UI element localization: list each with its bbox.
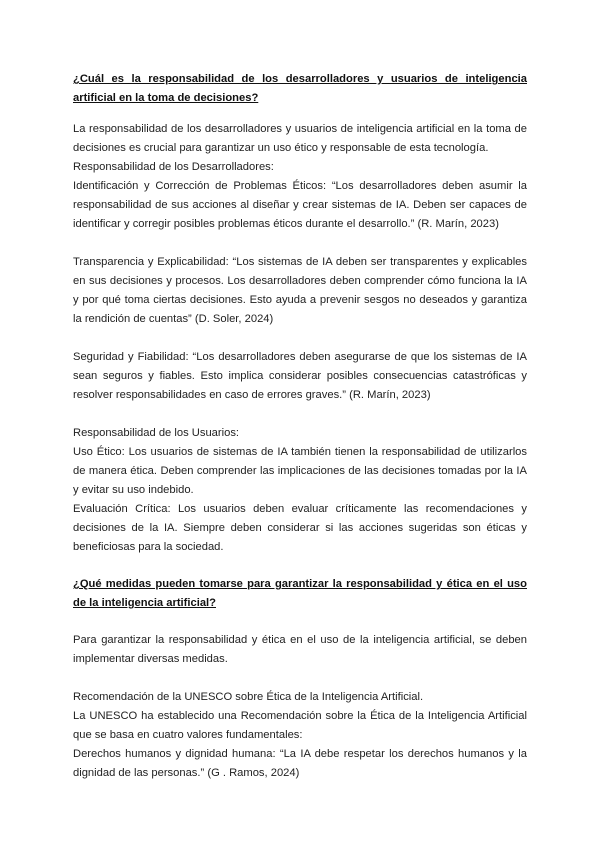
intro-paragraph: La responsabilidad de los desarrolladores y usuarios de inteligencia artificial en la toma de decisiones es crucial para garantizar un uso ético y responsable de esta tecnología. bbox=[73, 123, 527, 154]
user-item-critical-evaluation: Evaluación Crítica: Los usuarios deben evaluar críticamente las recomendaciones y decisiones de la IA. Siempre deben considerar si las acciones sugeridas son éticas y beneficiosas para la sociedad. bbox=[73, 503, 527, 553]
unesco-paragraph: La UNESCO ha establecido una Recomendación sobre la Ética de la Inteligencia Artificial que se basa en cuatro valores fundamentales: bbox=[73, 710, 527, 741]
section-heading-measures: ¿Qué medidas pueden tomarse para garantizar la responsabilidad y ética en el uso de la inteligencia artificial? bbox=[73, 578, 527, 609]
dev-item-security: Seguridad y Fiabilidad: “Los desarrolladores deben asegurarse de que los sistemas de IA sean seguros y fiables. Esto implica considerar posibles consecuencias catastróficas y resolver responsabilidades en caso de errores graves.” (R. Marín, 2023) bbox=[73, 351, 527, 401]
spacer bbox=[73, 613, 527, 631]
human-rights-paragraph: Derechos humanos y dignidad humana: “La IA debe respetar los derechos humanos y la dignidad de las personas.” (G . Ramos, 2024) bbox=[73, 748, 527, 779]
spacer bbox=[73, 234, 527, 253]
dev-item-transparency: Transparencia y Explicabilidad: “Los sistemas de IA deben ser transparentes y explicables en sus decisiones y procesos. Los desarrolladores deben comprender cómo funciona la IA y por qué toma ciertas decisiones. Esto ayuda a prevenir sesgos no deseados y garantiza la rendición de cuentas” (D. Soler, 2024) bbox=[73, 256, 527, 325]
spacer bbox=[73, 108, 527, 120]
user-item-ethical-use: Uso Ético: Los usuarios de sistemas de IA también tienen la responsabilidad de utilizarlos de manera ética. Deben comprender las implicaciones de las decisiones tomadas por la IA y evitar su uso indebido. bbox=[73, 446, 527, 496]
developers-subtitle: Responsabilidad de los Desarrolladores: bbox=[73, 161, 274, 173]
dev-item-ethical-problems: Identificación y Corrección de Problemas Éticos: “Los desarrolladores deben asumir la responsabilidad de sus acciones al diseñar y crear sistemas de IA. Deben ser capaces de identificar y corregir posibles problemas éticos durante el desarrollo.” (R. Marín, 2023) bbox=[73, 180, 527, 230]
users-subtitle: Responsabilidad de los Usuarios: bbox=[73, 427, 240, 439]
measures-intro-paragraph: Para garantizar la responsabilidad y ética en el uso de la inteligencia artificial, se deben implementar diversas medidas. bbox=[73, 634, 527, 665]
spacer bbox=[73, 669, 527, 688]
spacer bbox=[73, 405, 527, 424]
spacer bbox=[73, 557, 527, 575]
spacer bbox=[73, 329, 527, 348]
section-heading-responsibility: ¿Cuál es la responsabilidad de los desarrolladores y usuarios de inteligencia artificial en la toma de decisiones? bbox=[73, 73, 527, 104]
document-page bbox=[73, 70, 527, 783]
unesco-title: Recomendación de la UNESCO sobre Ética de la Inteligencia Artificial. bbox=[73, 691, 424, 703]
